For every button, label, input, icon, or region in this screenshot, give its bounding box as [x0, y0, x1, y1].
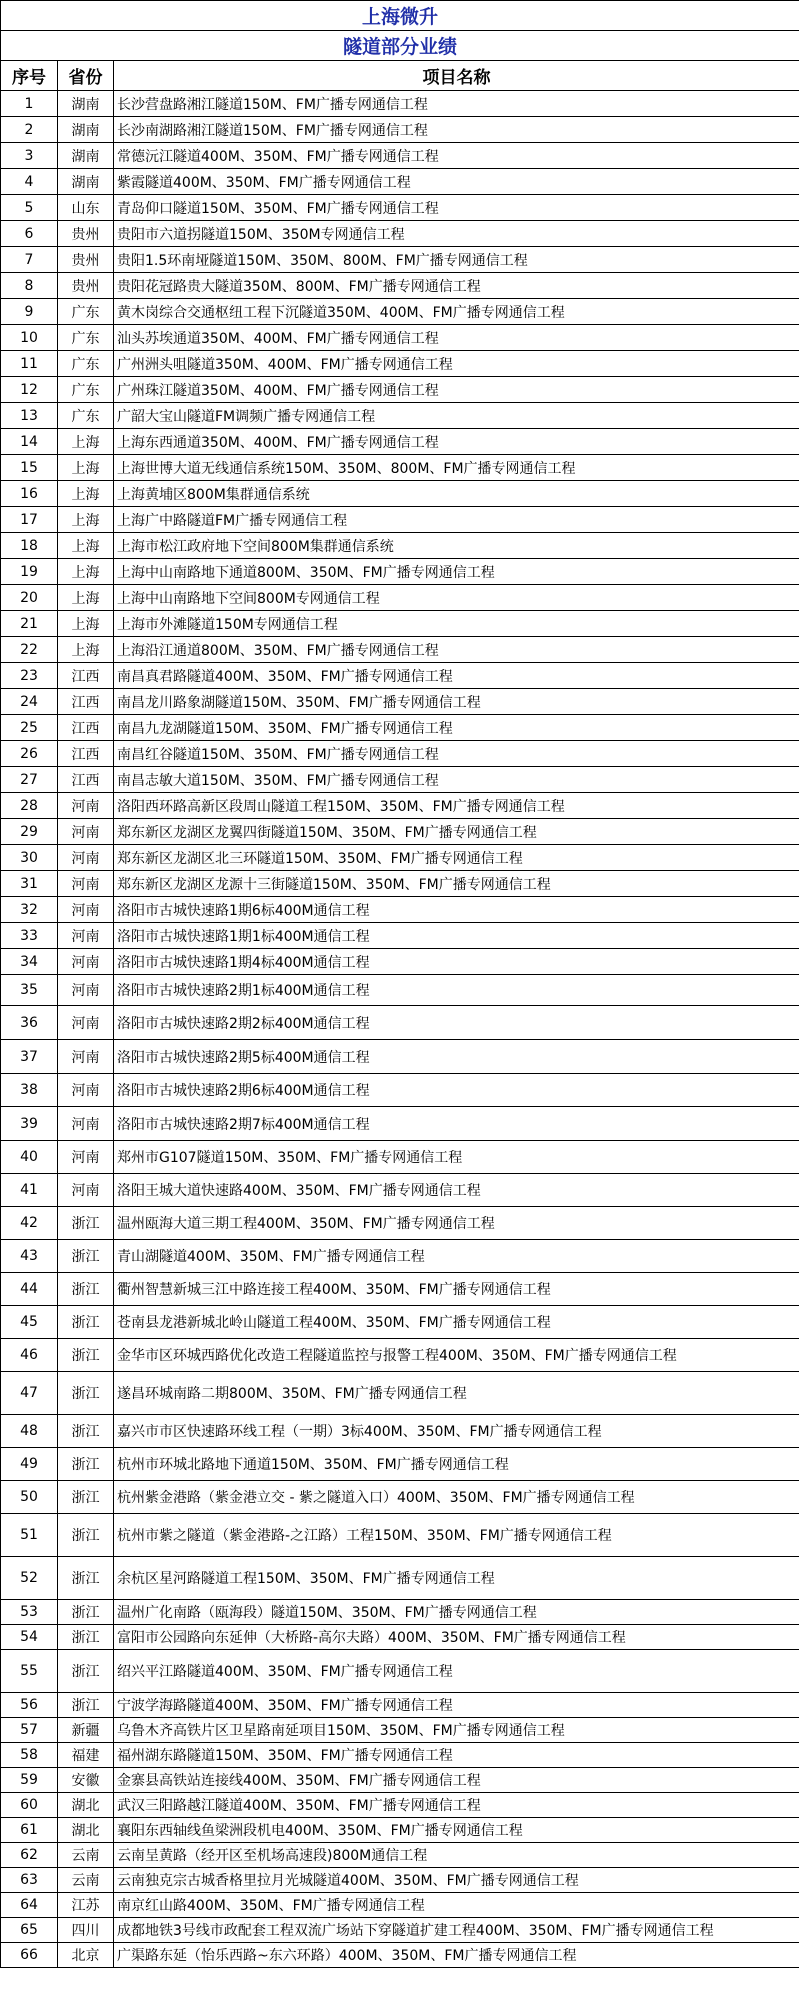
row-project-name: 青岛仰口隧道150M、350M、FM广播专网通信工程: [114, 195, 799, 221]
row-project-name: 云南独克宗古城香格里拉月光城隧道400M、350M、FM广播专网通信工程: [114, 1868, 799, 1893]
row-project-name: 贵阳花冠路贵大隧道350M、800M、FM广播专网通信工程: [114, 273, 799, 299]
row-province: 浙江: [58, 1650, 114, 1693]
row-number: 49: [1, 1448, 58, 1481]
header-row: [1, 61, 799, 91]
row-province: 湖南: [58, 169, 114, 195]
row-number: 50: [1, 1481, 58, 1514]
row-number: 47: [1, 1372, 58, 1415]
row-number: 55: [1, 1650, 58, 1693]
row-province: 河南: [58, 1174, 114, 1207]
table-row: [1, 507, 799, 533]
table-row: [1, 1918, 799, 1943]
table-row: [1, 169, 799, 195]
row-province: 广东: [58, 377, 114, 403]
row-number: 37: [1, 1040, 58, 1074]
row-province: 云南: [58, 1843, 114, 1868]
row-province: 江苏: [58, 1893, 114, 1918]
row-number: 45: [1, 1306, 58, 1339]
row-number: 8: [1, 273, 58, 299]
row-province: 浙江: [58, 1306, 114, 1339]
table-row: [1, 611, 799, 637]
row-province: 浙江: [58, 1207, 114, 1240]
row-project-name: 广州洲头咀隧道350M、400M、FM广播专网通信工程: [114, 351, 799, 377]
table-row: [1, 975, 799, 1006]
row-number: 57: [1, 1718, 58, 1743]
table-row: [1, 1074, 799, 1107]
row-province: 浙江: [58, 1600, 114, 1625]
row-number: 43: [1, 1240, 58, 1273]
row-number: 48: [1, 1415, 58, 1448]
row-project-name: 广渠路东延（怡乐西路~东六环路）400M、350M、FM广播专网通信工程: [114, 1943, 799, 1968]
table-row: [1, 897, 799, 923]
row-province: 云南: [58, 1868, 114, 1893]
row-project-name: 青山湖隧道400M、350M、FM广播专网通信工程: [114, 1240, 799, 1273]
row-project-name: 南昌龙川路象湖隧道150M、350M、FM广播专网通信工程: [114, 689, 799, 715]
row-province: 河南: [58, 819, 114, 845]
row-number: 14: [1, 429, 58, 455]
table-row: [1, 1040, 799, 1074]
row-project-name: 郑东新区龙湖区北三环隧道150M、350M、FM广播专网通信工程: [114, 845, 799, 871]
row-number: 64: [1, 1893, 58, 1918]
row-province: 浙江: [58, 1273, 114, 1306]
row-province: 湖南: [58, 117, 114, 143]
table-row: [1, 1107, 799, 1141]
table-row: [1, 299, 799, 325]
row-province: 浙江: [58, 1448, 114, 1481]
row-number: 33: [1, 923, 58, 949]
row-number: 13: [1, 403, 58, 429]
row-number: 10: [1, 325, 58, 351]
row-project-name: 上海黄埔区800M集群通信系统: [114, 481, 799, 507]
row-number: 63: [1, 1868, 58, 1893]
table-row: [1, 91, 799, 117]
row-province: 浙江: [58, 1415, 114, 1448]
row-number: 41: [1, 1174, 58, 1207]
row-number: 53: [1, 1600, 58, 1625]
row-project-name: 上海沿江通道800M、350M、FM广播专网通信工程: [114, 637, 799, 663]
row-province: 江西: [58, 767, 114, 793]
table-row: [1, 403, 799, 429]
table-row: [1, 143, 799, 169]
row-project-name: 常德沅江隧道400M、350M、FM广播专网通信工程: [114, 143, 799, 169]
table-row: [1, 1006, 799, 1040]
row-number: 46: [1, 1339, 58, 1372]
row-project-name: 成都地铁3号线市政配套工程双流广场站下穿隧道扩建工程400M、350M、FM广播专网通信工程: [114, 1918, 799, 1943]
table-row: [1, 1793, 799, 1818]
row-number: 54: [1, 1625, 58, 1650]
row-province: 新疆: [58, 1718, 114, 1743]
row-province: 河南: [58, 1040, 114, 1074]
table-row: [1, 923, 799, 949]
row-project-name: 上海市松江政府地下空间800M集群通信系统: [114, 533, 799, 559]
row-number: 4: [1, 169, 58, 195]
row-number: 20: [1, 585, 58, 611]
table-row: [1, 481, 799, 507]
row-project-name: 遂昌环城南路二期800M、350M、FM广播专网通信工程: [114, 1372, 799, 1415]
row-project-name: 洛阳市古城快速路1期4标400M通信工程: [114, 949, 799, 975]
row-number: 66: [1, 1943, 58, 1968]
row-number: 34: [1, 949, 58, 975]
row-project-name: 富阳市公园路向东延伸（大桥路-高尔夫路）400M、350M、FM广播专网通信工程: [114, 1625, 799, 1650]
row-project-name: 余杭区星河路隧道工程150M、350M、FM广播专网通信工程: [114, 1557, 799, 1600]
table-row: [1, 325, 799, 351]
table-row: [1, 663, 799, 689]
row-project-name: 嘉兴市市区快速路环线工程（一期）3标400M、350M、FM广播专网通信工程: [114, 1415, 799, 1448]
row-number: 19: [1, 559, 58, 585]
row-province: 四川: [58, 1918, 114, 1943]
row-number: 24: [1, 689, 58, 715]
row-project-name: 黄木岗综合交通枢纽工程下沉隧道350M、400M、FM广播专网通信工程: [114, 299, 799, 325]
row-project-name: 洛阳市古城快速路2期7标400M通信工程: [114, 1107, 799, 1141]
table-row: [1, 793, 799, 819]
row-project-name: 云南呈黄路（经开区至机场高速段)800M通信工程: [114, 1843, 799, 1868]
row-province: 河南: [58, 1006, 114, 1040]
row-province: 河南: [58, 949, 114, 975]
table-row: [1, 1514, 799, 1557]
table-row: [1, 845, 799, 871]
table-row: [1, 767, 799, 793]
row-province: 江西: [58, 741, 114, 767]
row-project-name: 杭州紫金港路（紫金港立交 - 紫之隧道入口）400M、350M、FM广播专网通信工程: [114, 1481, 799, 1514]
row-number: 7: [1, 247, 58, 273]
table-row: [1, 741, 799, 767]
row-province: 河南: [58, 1107, 114, 1141]
table-row: [1, 1240, 799, 1273]
row-project-name: 广韶大宝山隧道FM调频广播专网通信工程: [114, 403, 799, 429]
row-province: 上海: [58, 533, 114, 559]
table-row: [1, 1650, 799, 1693]
row-province: 河南: [58, 1141, 114, 1174]
table-row: [1, 117, 799, 143]
row-province: 河南: [58, 845, 114, 871]
company-title: 上海微升: [1, 1, 799, 31]
table-row: [1, 1448, 799, 1481]
table-row: [1, 819, 799, 845]
row-province: 浙江: [58, 1240, 114, 1273]
row-province: 河南: [58, 897, 114, 923]
row-project-name: 洛阳市古城快速路1期1标400M通信工程: [114, 923, 799, 949]
row-province: 广东: [58, 325, 114, 351]
row-project-name: 苍南县龙港新城北岭山隧道工程400M、350M、FM广播专网通信工程: [114, 1306, 799, 1339]
row-project-name: 襄阳东西轴线鱼梁洲段机电400M、350M、FM广播专网通信工程: [114, 1818, 799, 1843]
row-province: 上海: [58, 585, 114, 611]
row-project-name: 郑州市G107隧道150M、350M、FM广播专网通信工程: [114, 1141, 799, 1174]
table-row: [1, 637, 799, 663]
row-project-name: 紫霞隧道400M、350M、FM广播专网通信工程: [114, 169, 799, 195]
table-row: [1, 559, 799, 585]
row-province: 广东: [58, 351, 114, 377]
table-row: [1, 715, 799, 741]
row-province: 湖南: [58, 91, 114, 117]
row-province: 河南: [58, 923, 114, 949]
row-number: 40: [1, 1141, 58, 1174]
row-number: 35: [1, 975, 58, 1006]
row-project-name: 上海中山南路地下空间800M专网通信工程: [114, 585, 799, 611]
row-province: 浙江: [58, 1339, 114, 1372]
row-project-name: 贵阳1.5环南垭隧道150M、350M、800M、FM广播专网通信工程: [114, 247, 799, 273]
row-province: 上海: [58, 429, 114, 455]
table-row: [1, 689, 799, 715]
table-row: [1, 1893, 799, 1918]
table-row: [1, 273, 799, 299]
row-number: 39: [1, 1107, 58, 1141]
table-row: [1, 949, 799, 975]
row-province: 上海: [58, 507, 114, 533]
table-row: [1, 1174, 799, 1207]
row-province: 浙江: [58, 1481, 114, 1514]
table-row: [1, 1718, 799, 1743]
row-number: 62: [1, 1843, 58, 1868]
table-row: [1, 871, 799, 897]
row-number: 65: [1, 1918, 58, 1943]
row-number: 1: [1, 91, 58, 117]
table-row: [1, 1339, 799, 1372]
row-project-name: 上海广中路隧道FM广播专网通信工程: [114, 507, 799, 533]
row-project-name: 武汉三阳路越江隧道400M、350M、FM广播专网通信工程: [114, 1793, 799, 1818]
row-project-name: 福州湖东路隧道150M、350M、FM广播专网通信工程: [114, 1743, 799, 1768]
row-number: 51: [1, 1514, 58, 1557]
row-project-name: 长沙营盘路湘江隧道150M、FM广播专网通信工程: [114, 91, 799, 117]
row-province: 上海: [58, 481, 114, 507]
row-number: 38: [1, 1074, 58, 1107]
table-row: [1, 1273, 799, 1306]
row-province: 浙江: [58, 1625, 114, 1650]
row-project-name: 温州广化南路（瓯海段）隧道150M、350M、FM广播专网通信工程: [114, 1600, 799, 1625]
row-province: 浙江: [58, 1372, 114, 1415]
table-row: [1, 1868, 799, 1893]
row-number: 27: [1, 767, 58, 793]
row-project-name: 上海中山南路地下通道800M、350M、FM广播专网通信工程: [114, 559, 799, 585]
table-row: [1, 351, 799, 377]
row-number: 59: [1, 1768, 58, 1793]
row-province: 北京: [58, 1943, 114, 1968]
row-province: 上海: [58, 611, 114, 637]
row-project-name: 乌鲁木齐高铁片区卫星路南延项目150M、350M、FM广播专网通信工程: [114, 1718, 799, 1743]
header-province: 省份: [58, 61, 114, 91]
row-project-name: 广州珠江隧道350M、400M、FM广播专网通信工程: [114, 377, 799, 403]
row-project-name: 汕头苏埃通道350M、400M、FM广播专网通信工程: [114, 325, 799, 351]
row-number: 18: [1, 533, 58, 559]
row-number: 23: [1, 663, 58, 689]
row-project-name: 上海东西通道350M、400M、FM广播专网通信工程: [114, 429, 799, 455]
table-row: [1, 221, 799, 247]
table-row: [1, 1818, 799, 1843]
row-number: 15: [1, 455, 58, 481]
table-row: [1, 1768, 799, 1793]
row-project-name: 洛阳市古城快速路2期1标400M通信工程: [114, 975, 799, 1006]
row-number: 42: [1, 1207, 58, 1240]
table-row: [1, 1415, 799, 1448]
row-number: 6: [1, 221, 58, 247]
table-row: [1, 1141, 799, 1174]
row-number: 44: [1, 1273, 58, 1306]
table-row: [1, 1743, 799, 1768]
table-row: [1, 1372, 799, 1415]
row-province: 福建: [58, 1743, 114, 1768]
row-project-name: 衢州智慧新城三江中路连接工程400M、350M、FM广播专网通信工程: [114, 1273, 799, 1306]
row-project-name: 南京红山路400M、350M、FM广播专网通信工程: [114, 1893, 799, 1918]
row-number: 25: [1, 715, 58, 741]
row-number: 60: [1, 1793, 58, 1818]
table-row: [1, 1207, 799, 1240]
table-row: [1, 533, 799, 559]
row-province: 安徽: [58, 1768, 114, 1793]
table-row: [1, 377, 799, 403]
table-subtitle: 隧道部分业绩: [1, 31, 799, 61]
table-row: [1, 247, 799, 273]
table-row: [1, 1600, 799, 1625]
row-project-name: 南昌真君路隧道400M、350M、FM广播专网通信工程: [114, 663, 799, 689]
row-province: 江西: [58, 715, 114, 741]
row-province: 贵州: [58, 247, 114, 273]
row-province: 浙江: [58, 1514, 114, 1557]
row-province: 河南: [58, 975, 114, 1006]
row-project-name: 上海市外滩隧道150M专网通信工程: [114, 611, 799, 637]
row-project-name: 宁波学海路隧道400M、350M、FM广播专网通信工程: [114, 1693, 799, 1718]
row-number: 58: [1, 1743, 58, 1768]
row-number: 11: [1, 351, 58, 377]
row-number: 52: [1, 1557, 58, 1600]
row-number: 2: [1, 117, 58, 143]
row-project-name: 长沙南湖路湘江隧道150M、FM广播专网通信工程: [114, 117, 799, 143]
row-number: 5: [1, 195, 58, 221]
row-province: 浙江: [58, 1693, 114, 1718]
row-project-name: 洛阳市古城快速路1期6标400M通信工程: [114, 897, 799, 923]
header-project-name: 项目名称: [114, 61, 799, 91]
row-project-name: 洛阳王城大道快速路400M、350M、FM广播专网通信工程: [114, 1174, 799, 1207]
row-number: 61: [1, 1818, 58, 1843]
row-province: 贵州: [58, 221, 114, 247]
row-project-name: 杭州市环城北路地下通道150M、350M、FM广播专网通信工程: [114, 1448, 799, 1481]
row-province: 江西: [58, 663, 114, 689]
table-row: [1, 1557, 799, 1600]
table-row: [1, 1306, 799, 1339]
row-number: 17: [1, 507, 58, 533]
row-project-name: 洛阳市古城快速路2期5标400M通信工程: [114, 1040, 799, 1074]
row-project-name: 上海世博大道无线通信系统150M、350M、800M、FM广播专网通信工程: [114, 455, 799, 481]
row-project-name: 南昌红谷隧道150M、350M、FM广播专网通信工程: [114, 741, 799, 767]
row-number: 3: [1, 143, 58, 169]
row-province: 上海: [58, 637, 114, 663]
row-project-name: 杭州市紫之隧道（紫金港路-之江路）工程150M、350M、FM广播专网通信工程: [114, 1514, 799, 1557]
row-number: 29: [1, 819, 58, 845]
row-number: 56: [1, 1693, 58, 1718]
table-row: [1, 585, 799, 611]
row-province: 河南: [58, 793, 114, 819]
row-province: 山东: [58, 195, 114, 221]
row-province: 江西: [58, 689, 114, 715]
row-project-name: 洛阳西环路高新区段周山隧道工程150M、350M、FM广播专网通信工程: [114, 793, 799, 819]
table-row: [1, 1843, 799, 1868]
row-project-name: 温州瓯海大道三期工程400M、350M、FM广播专网通信工程: [114, 1207, 799, 1240]
row-province: 湖南: [58, 143, 114, 169]
row-province: 广东: [58, 403, 114, 429]
row-project-name: 郑东新区龙湖区龙源十三街隧道150M、350M、FM广播专网通信工程: [114, 871, 799, 897]
row-province: 贵州: [58, 273, 114, 299]
row-number: 30: [1, 845, 58, 871]
table-row: [1, 1481, 799, 1514]
row-province: 上海: [58, 455, 114, 481]
row-project-name: 南昌九龙湖隧道150M、350M、FM广播专网通信工程: [114, 715, 799, 741]
row-project-name: 洛阳市古城快速路2期6标400M通信工程: [114, 1074, 799, 1107]
row-number: 9: [1, 299, 58, 325]
row-province: 河南: [58, 1074, 114, 1107]
row-project-name: 南昌志敏大道150M、350M、FM广播专网通信工程: [114, 767, 799, 793]
row-number: 32: [1, 897, 58, 923]
row-province: 上海: [58, 559, 114, 585]
table-row: [1, 1625, 799, 1650]
table-row: [1, 1693, 799, 1718]
table-row: [1, 1943, 799, 1968]
row-project-name: 郑东新区龙湖区龙翼四街隧道150M、350M、FM广播专网通信工程: [114, 819, 799, 845]
row-province: 浙江: [58, 1557, 114, 1600]
row-project-name: 绍兴平江路隧道400M、350M、FM广播专网通信工程: [114, 1650, 799, 1693]
row-project-name: 贵阳市六道拐隧道150M、350M专网通信工程: [114, 221, 799, 247]
table-row: [1, 429, 799, 455]
row-number: 31: [1, 871, 58, 897]
row-province: 广东: [58, 299, 114, 325]
row-project-name: 金寨县高铁站连接线400M、350M、FM广播专网通信工程: [114, 1768, 799, 1793]
table-row: [1, 455, 799, 481]
row-number: 26: [1, 741, 58, 767]
row-number: 12: [1, 377, 58, 403]
header-no: 序号: [1, 61, 58, 91]
row-number: 21: [1, 611, 58, 637]
row-number: 28: [1, 793, 58, 819]
row-number: 36: [1, 1006, 58, 1040]
row-project-name: 金华市区环城西路优化改造工程隧道监控与报警工程400M、350M、FM广播专网通信工程: [114, 1339, 799, 1372]
row-province: 河南: [58, 871, 114, 897]
row-province: 湖北: [58, 1793, 114, 1818]
row-project-name: 洛阳市古城快速路2期2标400M通信工程: [114, 1006, 799, 1040]
row-number: 16: [1, 481, 58, 507]
row-province: 湖北: [58, 1818, 114, 1843]
table-row: [1, 195, 799, 221]
row-number: 22: [1, 637, 58, 663]
